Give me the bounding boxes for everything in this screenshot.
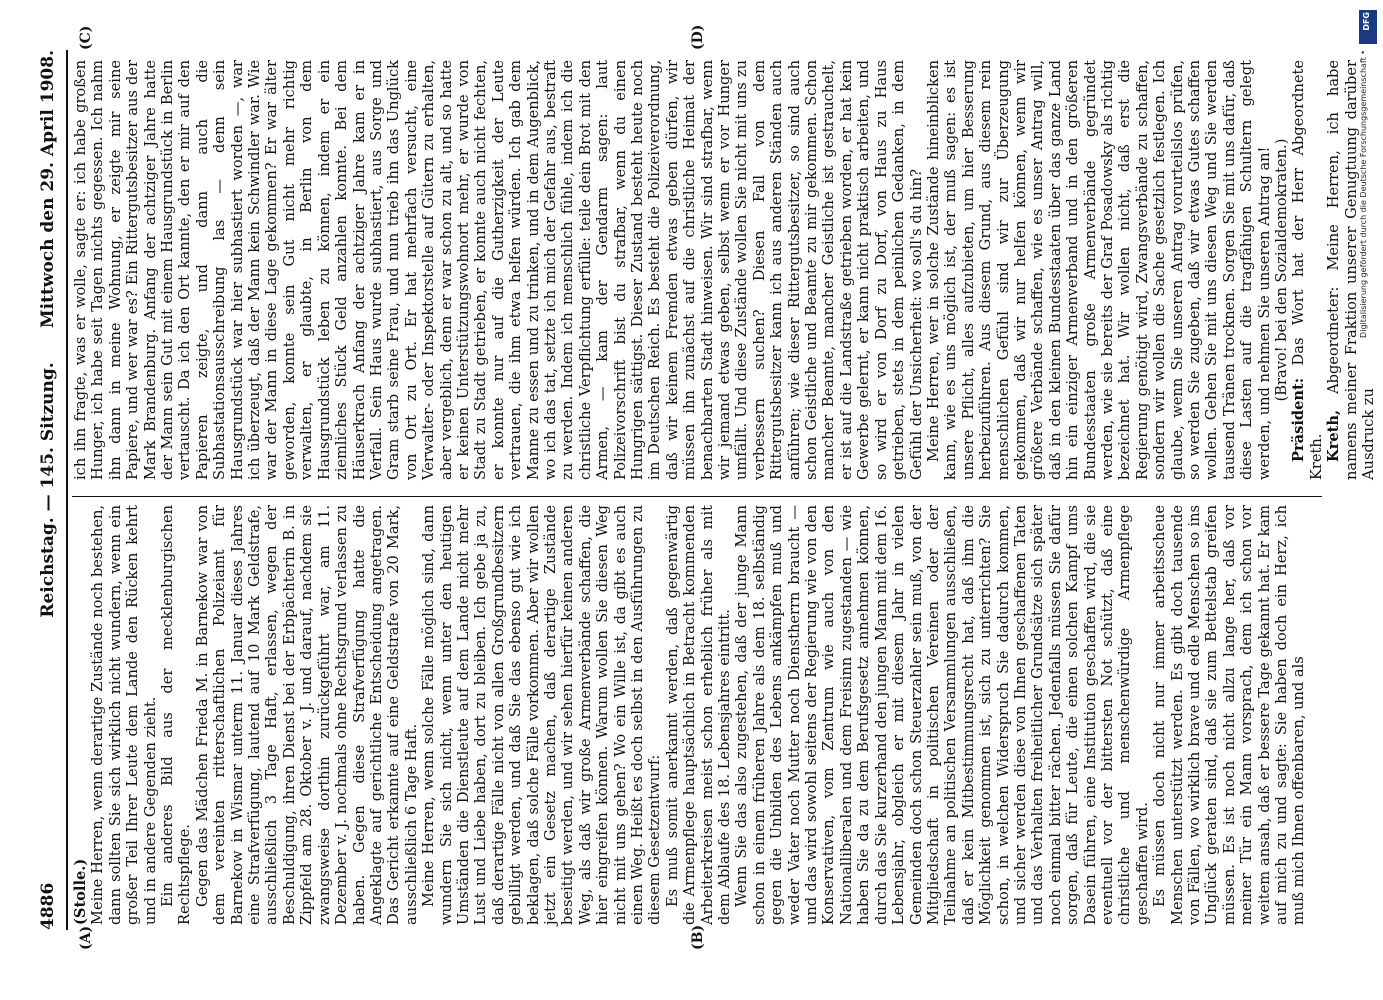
president-label: Präsident:: [1290, 377, 1308, 462]
paragraph: Meine Herren, wenn derartige Zustände noch bestehen, dann sollten Sie sich wirklich nicht wundern, wenn ein großer Teil Ihrer Leute dem Lande den Rücken kehrt und in andere Gegenden zieht.: [89, 505, 159, 925]
paragraph: Wenn Sie das also zugestehen, daß der junge Mann schon in einem früheren Jahre als dem 18. selbständig gegen die Unbilden des Lebens ankämpfen muß und weder Vater noch Mutter noch Dienstherrn braucht — und das wird sowohl seitens der Regierung wie von den Konservativen, vom Zentrum wie auch von den Nationalliberalen und dem Freisinn zugestanden — wie haben Sie da zu dem Berufsgesetz annehmen können, durch das Sie kurzerhand den jungen Mann mit dem 16. Lebensjahr, obgleich er mit diesem Jahr in vielen Gemeinden doch schon Steuerzahler sein muß, von der Mitgliedschaft in politischen Vereinen oder der Teilnahme an politischen Versammlungen ausschließen, daß er kein Mitbestimmungsrecht hat, daß ihm die Möglichkeit genommen ist, sich zu unterrichten? Sie schon, in welchen Widerspruch Sie dadurch kommen, und sicher werden diese von Ihnen geschaffenen Taten und das Verhalten freiheitlicher Grundsätze sich später noch einmal bitter rächen. Jedenfalls müssen Sie dafür sorgen, daß für Leute, die einen solchen Kampf ums Dasein führen, eine Institution geschaffen wird, die sie eventuell vor der bittersten Not schützt, daß eine christliche und menschenwürdige Armenpflege geschaffen wird.: [733, 505, 1151, 925]
paragraph: Gegen das Mädchen Frieda M. in Barnekow war von dem vereinten ritterschaftlichen Polizeiamt für Barnekow in Wismar unterm 11. Januar dieses Jahres eine Strafverfügung, lautend auf 10 Mark Geldstrafe, ausschließlich 3 Tage Haft, erlassen, wegen der Beschuldigung, ihren Dienst bei der Erbpächterin B. in Zippfeld am 28. Oktober v. J. und darauf, nachdem sie zwangsweise dorthin zurückgeführt war, am 11. Dezember v. J. nochmals ohne Rechtsgrund verlassen zu haben. Gegen diese Strafverfügung hatte die Angeklagte auf gerichtliche Entscheidung angetragen. Das Gericht erkannte auf eine Geldstrafe von 20 Mark, ausschließlich 6 Tage Haft.: [193, 505, 420, 925]
page-header: [28, 50, 68, 930]
header-rule: [66, 50, 68, 930]
paragraph: Es müssen doch nicht nur immer arbeitsscheue Menschen unterstützt werden. Es gibt doch tausende von Fällen, wo wirklich brave und edle Menschen so ins Unglück geraten sind, daß sie zum Bettelstab greifen müssen. Es ist noch nicht allzu lange her, daß vor meiner Tür ein Mann vorsprach, dem ich schon vor weitem ansah, daß er bessere Tage gekannt hat. Er kam auf mich zu und sagte: Sie haben doch ein Herz, ich muß mich Ihnen offenbaren, und als: [1151, 505, 1308, 925]
session-date: Mittwoch den 29. April 1908.: [38, 50, 58, 329]
paragraph: Meine Herren, wenn solche Fälle möglich sind, dann wundern Sie sich nicht, wenn unter den heutigen Umständen die Dienstleute auf dem Lande nicht mehr Lust und Liebe haben, dort zu bleiben. Ich gebe ja zu, daß derartige Fälle nicht von allen Großgrundbesitzern gebilligt werden, und daß Sie das ebenso gut wie ich beklagen, daß solche Fälle vorkommen. Aber wir wollen jetzt ein Gesetz machen, daß derartige Zustände beseitigt werden, und wir sehen hierfür keinen anderen Weg, als daß wir große Armenverbände schaffen, die hier eingreifen können. Warum wollen Sie diesen Weg nicht mit uns gehen? Wo ein Wille ist, da gibt es auch einen Weg. Heißt es doch selbst in den Ausführungen zu diesem Gesetzentwurf:: [420, 505, 664, 925]
margin-marker-b: (B): [690, 924, 706, 950]
left-column: [72, 505, 1308, 925]
paragraph: ich ihn fragte, was er wolle, sagte er: ich habe großen Hunger, ich habe seit Tagen nichts gegessen. Ich nahm ihn dann in meine Wohnung, er zeigte mir seine Papiere, und wer war es? Ein Rittergutsbesitzer aus der Mark Brandenburg. Anfang der achtziger Jahre hatte der Mann sein Gut mit einem Hausgrundstück in Berlin vertauscht. Da ich den Ort kannte, den er mir auf den Papieren zeigte, und dann auch die Subhastationsausschreibung las — denn sein Hausgrundstück war hier subhastiert worden —, war ich überzeugt, daß der Mann kein Schwindler war. Wie war der Mann in diese Lage gekommen? Er war älter geworden, konnte sein Gut nicht mehr richtig verwalten, er glaubte, in Berlin von dem Hausgrundstück leben zu können, indem er ein ziemliches Stück Geld anzahlen konnte. Bei dem Häuserkrach Anfang der achtziger Jahre kam er in Verfall. Sein Haus wurde subhastiert, aus Sorge und Gram starb seine Frau, und nun trieb ihn das Unglück von Ort zu Ort. Er hat mehrfach versucht, eine Verwalter- oder Inspektorstelle auf Gütern zu erhalten, aber vergeblich, denn er war schon zu alt, und so hatte er keinen Unterstützungswohnort mehr, er wurde von Stadt zu Stadt getrieben, er konnte auch nicht fechten, er konnte nur auf die Gutherzigkeit der Leute vertrauen, die ihm etwa helfen würden. Ich gab dem Manne zu essen und zu trinken, und in dem Augenblick, wo ich das tat, setzte ich mich der Gefahr aus, bestraft zu werden. Indem ich menschlich fühle, indem ich die christliche Verpflichtung erfülle: teile dein Brot mit den Armen, — kam der Gendarm sagen: laut Polizeivorschrift bist du strafbar, wenn du einen Hungrigen sättigst. Dieser Zustand besteht heute noch im Deutschen Reich. Es besteht die Polizeiverordnung, daß wir keinem Fremden etwas geben dürfen, wir müssen ihn zunächst auf die christliche Heimat der benachbarten Stadt hinweisen. Wir sind strafbar, wenn wir jemand etwas geben, selbst wenn er vor Hunger umfällt. Und diese Zustände wollen Sie nicht mit uns zu verbessern suchen? Diesen Fall von dem Rittergutsbesitzer kann ich aus anderen Ständen auch anführen; wie dieser Rittergutsbesitzer, so sind auch schon Geistliche und Beamte zu mir gekommen. Schon mancher Beamte, mancher Geistliche ist gestrauchelt, er ist auf die Landstraße getrieben worden, er hat kein Gewerbe gelernt, er kann nicht praktisch arbeiten, und so wird er von Dorf zu Dorf, von Haus zu Haus getrieben, stets in dem peinlichen Gedanken, in dem Gefühl der Unsicherheit: wo soll's du hin?: [72, 60, 925, 480]
kreth-role: Abgeordneter:: [1325, 286, 1343, 394]
digitization-credit: Digitalisierung gefördert durch die Deutsche Forschungsgemeinschaft •: [1359, 50, 1368, 338]
session-title: Reichstag. — 145. Sitzung.: [38, 362, 58, 618]
paragraph: Meine Herren, wer in solche Zustände hineinblicken kann, wie es uns möglich ist, der muß sagen: es ist unsere Pflicht, alles aufzubieten, um hier Besserung herbeizuführen. Aus diesem Grund, aus diesem rein menschlichen Gefühl sind wir zur Überzeugung gekommen, daß wir nur helfen können, wenn wir größere Verbände schaffen, wie es unser Antrag will, daß in den kleinen Bundesstaaten über das ganze Land hin ein einziger Armenverband und in den größeren Bundesstaaten große Armenverbände gegründet werden, wie sie bereits der Graf Posadowsky als richtig bezeichnet hat. Wir wollen nicht, daß erst die Regierung genötigt wird, Zwangsverbände zu schaffen, sondern wir wollen die Sache gesetzlich festlegen. Ich glaube, wenn Sie unseren Antrag vorurteilslos prüfen, so werden Sie zugeben, daß wir etwas Gutes schaffen wollen. Gehen Sie mit uns diesen Weg und Sie werden tausend Tränen trocknen. Sorgen Sie mit uns dafür, daß diese Lasten auf die tragfähigen Schultern gelegt werden, und nehmen Sie unseren Antrag an!: [924, 60, 1273, 480]
applause-note: (Bravo! bei den Sozialdemokraten.): [1273, 138, 1291, 402]
kreth-label: Kreth,: [1325, 409, 1343, 462]
paragraph: Ein anderes Bild aus der mecklenburgischen Rechtspflege.: [159, 505, 194, 925]
speaker-tag: (Stolle.): [72, 858, 89, 925]
president-statement: [1290, 60, 1325, 480]
column-divider: [72, 496, 1322, 497]
right-column: [72, 60, 1377, 480]
kreth-text: Meine Herren, ich habe namens meiner Fraktion unserer Genugtuung darüber Ausdruck zu: [1325, 60, 1378, 480]
margin-marker-c: (C): [78, 25, 94, 50]
quoted-paragraph: Es muß somit anerkannt werden, daß gegenwärtig die Armenpflege hauptsächlich in Betracht kommenden Arbeiterkreisen meist schon erheblich früher als mit dem Ablaufe des 18. Lebensjahres eintritt.: [663, 505, 734, 925]
margin-marker-a: (A): [78, 925, 94, 950]
page-number: 4886: [38, 882, 58, 930]
margin-marker-d: (D): [690, 24, 706, 50]
president-text: Das Wort hat der Herr Abgeordnete Kreth.: [1290, 60, 1325, 480]
dfg-logo: DFG: [1359, 10, 1377, 44]
